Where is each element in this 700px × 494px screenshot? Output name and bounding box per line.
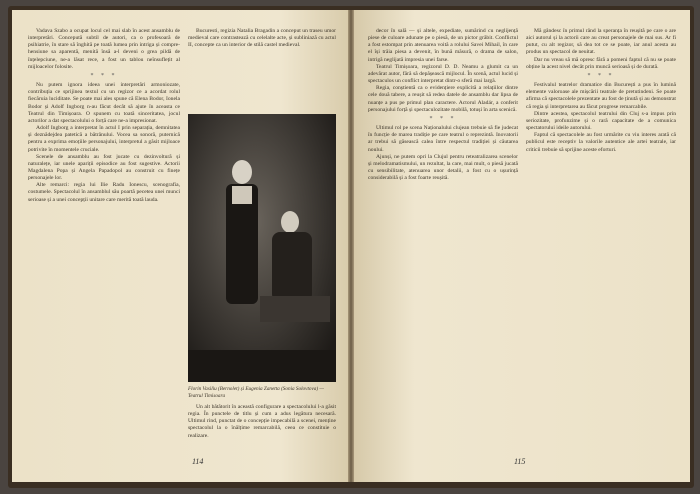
page-number-right: 115 <box>514 457 526 466</box>
section-separator: * * * <box>429 115 457 122</box>
paragraph: Teatrul Timișoara, regizorul D. D. Neamu a glumit ca un adevărat autor, fără să depășească mijlocul. În scenă, actul lucid și spectaculos un conflict interpretat dintr-o sferă mai largă. <box>368 63 518 85</box>
paragraph: Scenele de ansamblu au fost jucate cu dezinvoltură și naturalețe, iar unele apariții episodice au fost sugestive. Actorii Magdalena Popa și Angela Papadopol au construit cu finețe personajele lor. <box>28 153 180 182</box>
left-column-2-bottom <box>188 404 336 460</box>
theatre-photo <box>188 114 336 382</box>
paragraph: Faptul că spectacolele au fost urmărite cu viu interes arată că publicul este receptiv la valorile autentice ale artei teatrale, iar criticii trebuie să sprijine aceste eforturi. <box>526 132 676 153</box>
paragraph: Dar nu vreau să mă opresc fără a pomeni faptul că nu se poate obține la acest nivel decât prin muncă serioasă și de durată. <box>526 56 676 70</box>
paragraph: Ajunși, ne putem opri la Clujul pentru reteatralizarea scenelor și melodramatismului, un rezultat, la care, mai mult, o piesă jucată cu sensibilitate, atenuarea unor detalii, a fost cu o ușurință considerabilă și a fost foarte reușită. <box>368 153 518 182</box>
paragraph: Regia, conștientă ca o evidențiere explicită a relațiilor dintre cele două tabere, a reușit să redea datele de ansamblu dar lipsa de nuanțe a pus pe primul plan caractere. Actorul Aladár, a conferit personajului forță și spectaculozitate mobilă, totuși în arta scenică. <box>368 85 518 113</box>
paragraph: Festivalul teatrelor dramatice din București a pus în lumină elemente valoroase ale mișcării teatrale de pretutindeni. Se poate afirma că spectacolele prezentate au fost de ținută și au demonstrat că regia și interpretarea au făcut progrese remarcabile. <box>526 82 676 110</box>
left-column-2-top <box>188 28 336 110</box>
paragraph: decor în sală — și altele, expediate, sumărind cu neglijență piese de culoare adunate pe o piesă, de un pictor grăbit. Conflictul a fost estompat prin atenuarea voită a rolului Savei Mihail, în care el își trăia piesa a devenit, în bună măsură, o drama de salon, intrigă neglijată impresia unei farse. <box>368 28 518 63</box>
page-number-left: 114 <box>192 457 204 466</box>
paragraph: Alte remarci: regia lui Ilie Radu Ionescu, scenografia, costumele. Spectacolul în ansamblul său poartă pecetea unei munci serioase și a unei concepții unitare care merită toată lauda. <box>28 182 180 203</box>
paragraph: Mă gândesc în primul rând la speranța în reușită pe care o are aici autorul și la actorii care au creat personajele de mai sus. Ar fi putut, cu alt regizor, să dea tot ce se poate, iar anul acesta au produs un spectacol de neuitat. <box>526 28 676 56</box>
paragraph: Adolf Ingborg a interpretat în actul I prin separația, demnitatea și deznădejdea patetică a bătrânului. Vocea sa sonoră, puternică pentru a exprima emoțiile personajului, interpretul a găsit mijloace potrivite în momentele cruciale. <box>28 125 180 153</box>
paragraph: Ultimul rol pe scena Naționalului clujean trebuie să fie judecat în funcție de marea tradiție pe care teatrul o reprezintă. Inovatorii ar trebui să găsească calea între respectul tradiției și căutarea noului. <box>368 125 518 153</box>
paragraph: Dintre acestea, spectacolul teatrului din Cluj s-a impus prin seriozitate, profunzime și o rară capacitate de a comunica spectatorului ideile autorului. <box>526 110 676 132</box>
paragraph: Nu putem ignora ideea unei interpretări armoniozate, contribuția ce sprijinea textul cu un regizor ce a acordat rolul fiecăruia luciditate. Se poate mai ales spune că Elena Bodor, Ionela Bodor și Adolf Ingborg n-au făcut decât să ajute în aceasta ce Teatrul din Timișoara. O spunem cu toată sinceritatea, jocul actorilor a dat spectacolului o forță care ne-a impresionat. <box>28 82 180 124</box>
paragraph: Bucuresti, regizia Natalia Bragadin a conceput un traseu umor medieval care contrastează cu celelalte acte, și subliniază cu actul II, concepte ca un interior de stilă castel medieval. <box>188 28 336 49</box>
paragraph: Un alt bătătorit în această configurare a spectacolului l-a găsit regia. În punctele de titlu și cum a adus legătura necesară. Ultimul rind, punctat de o concepție impecabilă a scenei, menține spectacolul la o înălțime remarcabilă, ceea ce constituie o realizare. <box>188 404 336 439</box>
left-page <box>12 10 348 482</box>
photo-caption: Florin Vasiliu (Bernolet) și Eugenia Zanetta (Sonia Solovtova) — Teatrul Timisoara <box>188 386 325 399</box>
right-column-1 <box>368 28 518 458</box>
open-book <box>8 6 694 488</box>
paragraph: Vadava Szabo a ocupat locul cel mai slab în acest ansamblu de interpretări. Concepută subtil de autori, ca o profesoară de psihiatrie, în stare să înghită pe toată lumea prin intriga și comprehensiune sa aparentă, menită însă a-l deveni o grea pildă de înțelepciune, ne-a lăsat rece, a fost un tablou neînsuflețit al mijloacelor folosite. <box>28 28 180 70</box>
right-column-2 <box>526 28 676 458</box>
section-separator: * * * <box>90 72 118 79</box>
section-separator: * * * <box>587 72 615 79</box>
right-page <box>354 10 690 482</box>
left-column-1 <box>28 28 180 458</box>
